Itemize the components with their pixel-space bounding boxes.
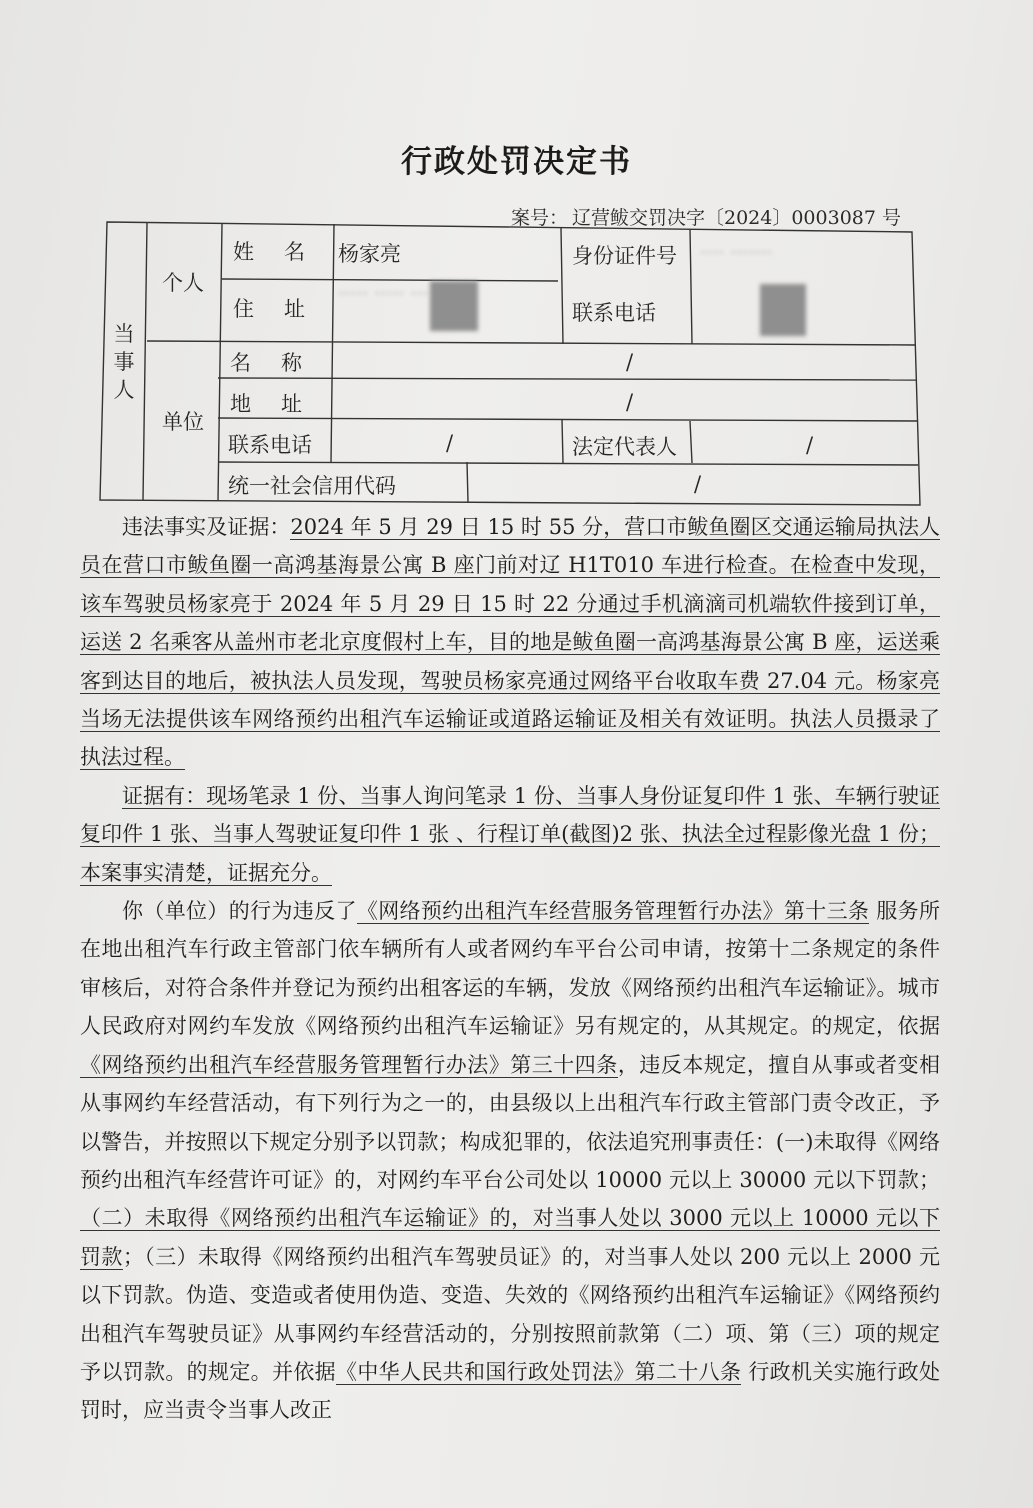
individual-header: 个人 — [162, 271, 204, 295]
case-number: 案号： 辽营鲅交罚决字〔2024〕0003087 号 — [510, 207, 901, 229]
name-label: 姓名 — [233, 240, 335, 264]
phone-redaction-block — [760, 284, 806, 336]
facts-text: 2024 年 5 月 29 日 15 时 55 分，营口市鲅鱼圈区交通运输局执法人员在营口市鲅鱼圈一高鸿基海景公寓 B 座门前对辽 H1T010 车进行检查。在检查中发现，该车驾驶员杨家亮于 2024 年 5 月 29 日 15 时 22 分通过手机滴滴司机端软件接到订单，运送 2 名乘客从盖州市老北京度假村上车，目的地是鲅鱼圈一高鸿基海景公寓 B 座，运送乘客到达目的地后，被执法人员发现，驾驶员杨家亮通过网络平台收取车费 27.04 元。杨家亮当场无法提供该车网络预约出租汽车运输证或道路运输证及相关有效证明。执法人员摄录了执法过程。 — [80, 515, 940, 770]
unit-address-value: / — [626, 390, 634, 414]
document-title: 行政处罚决定书 — [401, 144, 632, 180]
party-info-table — [0, 0, 1033, 520]
address-redacted: ····· ····· ··· — [338, 283, 429, 305]
unit-name-label: 名称 — [230, 351, 332, 375]
address-label: 住址 — [233, 297, 335, 321]
phone-label: 联系电话 — [572, 301, 656, 325]
legal-rep-label: 法定代表人 — [572, 435, 677, 459]
address-redaction-block — [430, 281, 478, 331]
credit-code-value: / — [694, 472, 702, 496]
unit-header: 单位 — [162, 410, 204, 434]
party-header: 当事人 — [113, 322, 135, 402]
id-number-redacted: ···· ······· — [700, 242, 773, 264]
id-number-label: 身份证件号 — [572, 244, 677, 268]
violation-paragraph: 你（单位）的行为违反了《网络预约出租汽车经营服务管理暂行办法》第十三条 服务所在地出租汽车行政主管部门依车辆所有人或者网约车平台公司申请，按第十二条规定的条件审核后，对符合条件并登记为预约出租客运的车辆，发放《网络预约出租汽车运输证》。城市人民政府对网约车发放《网络预约出租汽车运输证》另有规定的，从其规定。的规定，依据《网络预约出租汽车经营服务管理暂行办法》第三十四条，违反本规定，擅自从事或者变相从事网约车经营活动，有下列行为之一的，由县级以上出租汽车行政主管部门责令改正，予以警告，并按照以下规定分别予以罚款；构成犯罪的，依法追究刑事责任：(一)未取得《网络预约出租汽车经营许可证》的，对网约车平台公司处以 10000 元以上 30000 元以下罚款；（二）未取得《网络预约出租汽车运输证》的，对当事人处以 3000 元以上 10000 元以下罚款；（三）未取得《网络预约出租汽车驾驶员证》的，对当事人处以 200 元以上 2000 元以下罚款。伪造、变造或者使用伪造、变造、失效的《网络预约出租汽车运输证》《网络预约出租汽车驾驶员证》从事网约车经营活动的，分别按照前款第（二）项、第（三）项的规定予以罚款。的规定。并依据《中华人民共和国行政处罚法》第二十八条 行政机关实施行政处罚时，应当责令当事人改正 — [80, 899, 941, 1423]
document-body — [80, 508, 940, 1430]
evidence-paragraph — [80, 777, 940, 892]
credit-code-label: 统一社会信用代码 — [228, 474, 396, 498]
unit-name-value: / — [626, 350, 634, 374]
unit-address-label: 地址 — [230, 392, 332, 416]
evidence-text: 证据有：现场笔录 1 份、当事人询问笔录 1 份、当事人身份证复印件 1 张、车辆行驶证复印件 1 张、当事人驾驶证复印件 1 张 、行程订单(截图)2 张、执法全过程影像光盘 1 份；本案事实清楚，证据充分。 — [80, 783, 940, 885]
unit-phone-value: / — [446, 431, 454, 455]
legal-rep-value: / — [806, 433, 814, 457]
unit-phone-label: 联系电话 — [228, 433, 312, 457]
name-value: 杨家亮 — [338, 242, 401, 266]
facts-paragraph: 违法事实及证据：2024 年 5 月 29 日 15 时 55 分，营口市鲅鱼圈区交通运输局执法人员在营口市鲅鱼圈一高鸿基海景公寓 B 座门前对辽 H1T010 车进行检查。在检查中发现，该车驾驶员杨家亮于 2024 年 5 月 29 日 15 时 22 分通过手机滴滴司机端软件接到订单，运送 2 名乘客从盖州市老北京度假村上车，目的地是鲅鱼圈一高鸿基海景公寓 B 座，运送乘客到达目的地后，被执法人员发现，驾驶员杨家亮通过网络平台收取车费 27.04 元。杨家亮当场无法提供该车网络预约出租汽车运输证或道路运输证及相关有效证明。执法人员摄录了执法过程。 — [80, 515, 940, 770]
